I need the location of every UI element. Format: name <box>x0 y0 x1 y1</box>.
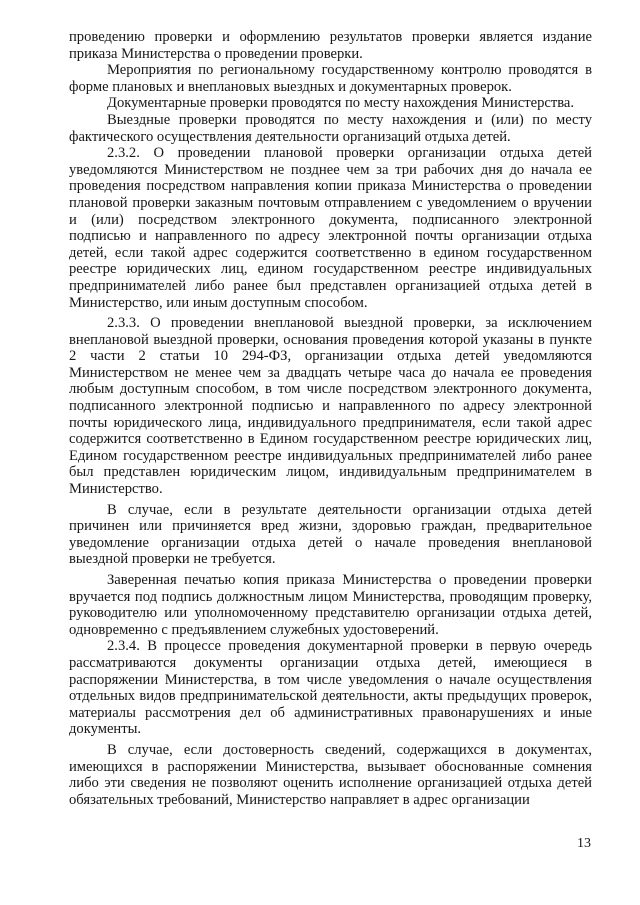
paragraph-documentary-inspections: Документарные проверки проводятся по месту нахождения Министерства. <box>107 95 575 112</box>
paragraph-2-3-3: 2.3.3. О проведении внеплановой выездной проверки, за исключением внеплановой выездной проверки, основания проведения которой указаны в пункте 2 части 2 статьи 10 294-ФЗ, организации отдыха детей уведомляются Министерством не менее чем за двадцать четыре часа до начала ее проведения любым доступным способом, в том числе посредством электронного документа, подписанного электронной подписью и направленного по адресу электронной почты юридического лица, индивидуального предпринимателя, если такой адрес содержится соответственно в Едином государственном реестре юридических лиц, Едином государственном реестре индивидуальных предпринимателей либо ранее был представлен юридическим лицом, индивидуальным предпринимателем в Министерство. <box>69 315 592 498</box>
paragraph-2-3-4: 2.3.4. В процессе проведения документарной проверки в первую очередь рассматриваются документы организации отдыха детей, имеющиеся в распоряжении Министерства, в том числе уведомления о начале осуществления отдельных видов предпринимательской деятельности, акты предыдущих проверок, материалы рассмотрения дел об административных правонарушениях и иные документы. <box>69 638 592 738</box>
paragraph-2-3-2: 2.3.2. О проведении плановой проверки организации отдыха детей уведомляются Министерством не позднее чем за три рабочих дня до начала ее проведения посредством направления копии приказа Министерства о проведении плановой проверки заказным почтовым отправлением с уведомлением о вручении и (или) посредством электронного документа, подписанного электронной подписью и направленного по адресу электронной почты организации отдыха детей, если такой адрес содержится соответственно в едином государственном реестре юридических лиц, едином государственном реестре индивидуальных предпринимателей либо ранее был представлен организацией отдыха детей в Министерство, или иным доступным способом. <box>69 145 592 311</box>
paragraph-certified-copy: Заверенная печатью копия приказа Министерства о проведении проверки вручается под подпись должностным лицом Министерства, проводящим проверку, руководителю или уполномоченному представителю организации отдыха детей, одновременно с предъявлением служебных удостоверений. <box>69 572 592 638</box>
paragraph-harm-case: В случае, если в результате деятельности организации отдыха детей причинен или причиняется вред жизни, здоровью граждан, предварительное уведомление организации отдыха детей о начале проведения внеплановой выездной проверки не требуется. <box>69 501 592 568</box>
paragraph-onsite-inspections: Выездные проверки проводятся по месту нахождения и (или) по месту фактического осуществления деятельности организаций отдыха детей. <box>69 111 592 145</box>
paragraph-continuation: проведению проверки и оформлению результатов проверки является издание приказа Министерства о проведении проверки. <box>69 29 592 62</box>
paragraph-forms-of-control: Мероприятия по региональному государственному контролю проводятся в форме плановых и внеплановых выездных и документарных проверок. <box>69 62 592 95</box>
document-body <box>69 29 592 808</box>
paragraph-reliability-doubts: В случае, если достоверность сведений, содержащихся в документах, имеющихся в распоряжении Министерства, вызывает обоснованные сомнения либо эти сведения не позволяют оценить исполнение организацией отдыха детей обязательных требований, Министерство направляет в адрес организации <box>69 741 592 808</box>
page-number: 13 <box>577 836 591 851</box>
